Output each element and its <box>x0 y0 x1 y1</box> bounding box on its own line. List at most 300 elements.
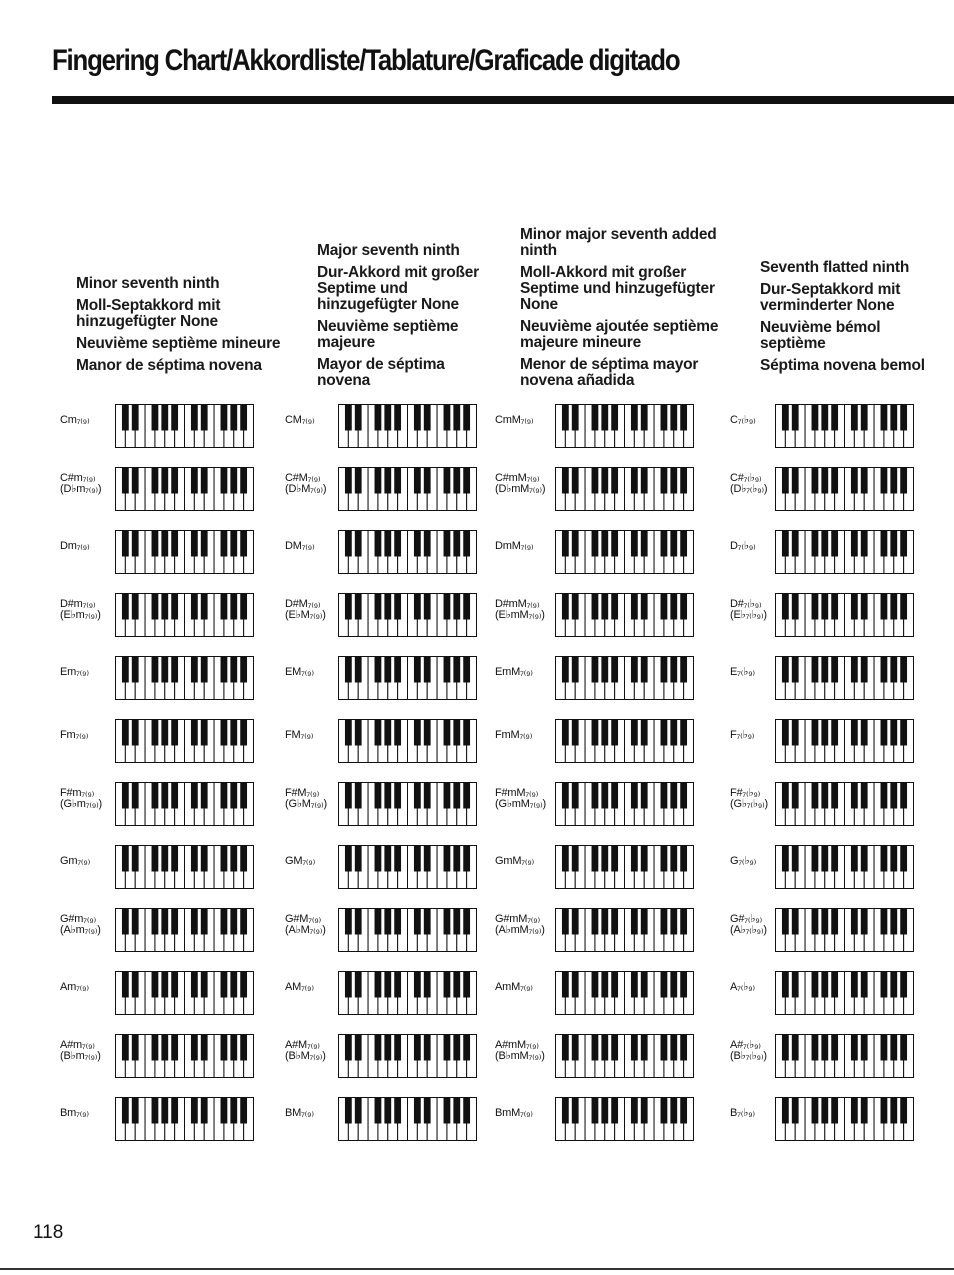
black-key <box>851 972 858 998</box>
black-key <box>424 657 431 683</box>
heading-spanish: Séptima novena bemol <box>760 357 925 374</box>
black-key <box>414 468 421 494</box>
keyboard-diagram <box>555 593 695 638</box>
chord-label <box>495 667 533 678</box>
column-heading-major-seventh-ninth <box>317 243 495 395</box>
black-key <box>861 405 868 431</box>
black-key <box>453 468 460 494</box>
chord-name: Gm₇₍₉₎ <box>60 855 91 867</box>
black-key <box>861 657 868 683</box>
black-key <box>191 468 198 494</box>
black-key <box>424 783 431 809</box>
chord-alt-name: (B♭mM₇₍₉₎) <box>495 1050 545 1062</box>
heading-german: Dur-Septakkord mit verminderter None <box>760 281 901 314</box>
black-key <box>812 405 819 431</box>
black-key <box>230 468 237 494</box>
chord-label <box>60 788 102 810</box>
black-key <box>152 405 159 431</box>
black-key <box>592 783 599 809</box>
black-key <box>453 531 460 557</box>
black-key <box>191 783 198 809</box>
black-key <box>122 531 129 557</box>
chord-alt-name: (B♭M₇₍₉₎) <box>285 1050 326 1062</box>
black-key <box>152 783 159 809</box>
black-key <box>152 972 159 998</box>
black-key <box>171 594 178 620</box>
black-key <box>572 909 579 935</box>
black-key <box>851 657 858 683</box>
black-key <box>394 909 401 935</box>
black-key <box>831 1035 838 1061</box>
black-key <box>463 846 470 872</box>
black-key <box>375 1098 382 1124</box>
black-key <box>355 1098 362 1124</box>
chord-label <box>495 599 545 621</box>
black-key <box>221 972 228 998</box>
black-key <box>152 720 159 746</box>
black-key <box>782 720 789 746</box>
black-key <box>821 1098 828 1124</box>
black-key <box>611 531 618 557</box>
black-key <box>191 909 198 935</box>
black-key <box>792 405 799 431</box>
black-key <box>240 909 247 935</box>
black-key <box>572 846 579 872</box>
column-heading-seventh-flatted-ninth <box>760 260 935 380</box>
black-key <box>444 1035 451 1061</box>
black-key <box>861 1035 868 1061</box>
black-key <box>641 405 648 431</box>
chord-label <box>60 473 101 495</box>
black-key <box>171 783 178 809</box>
black-key <box>661 1098 668 1124</box>
black-key <box>611 1098 618 1124</box>
chord-label <box>730 1040 767 1062</box>
black-key <box>601 594 608 620</box>
black-key <box>375 909 382 935</box>
keyboard-diagram <box>115 656 255 701</box>
chord-alt-name: (D♭m₇₍₉₎) <box>60 483 102 495</box>
black-key <box>670 657 677 683</box>
black-key <box>221 1035 228 1061</box>
chord-label <box>60 914 101 936</box>
keyboard-diagram <box>338 593 478 638</box>
black-key <box>861 972 868 998</box>
black-key <box>641 972 648 998</box>
black-key <box>201 1035 208 1061</box>
black-key <box>592 1035 599 1061</box>
black-key <box>562 531 569 557</box>
black-key <box>463 720 470 746</box>
black-key <box>122 594 129 620</box>
chord-alt-name: (B♭₇₍♭₉₎) <box>730 1050 767 1062</box>
chord-name: C#mM₇₍₉₎ <box>495 472 540 484</box>
chord-name: F#₇₍♭₉₎ <box>730 787 761 799</box>
black-key <box>631 783 638 809</box>
black-key <box>394 1098 401 1124</box>
chord-label <box>730 667 755 678</box>
chord-alt-name: (G♭m₇₍₉₎) <box>60 798 102 810</box>
black-key <box>191 594 198 620</box>
black-key <box>152 468 159 494</box>
keyboard-diagram <box>775 1097 915 1142</box>
chord-label <box>60 599 101 621</box>
black-key <box>240 531 247 557</box>
black-key <box>812 783 819 809</box>
black-key <box>792 783 799 809</box>
keyboard-diagram <box>555 908 695 953</box>
chord-label <box>285 914 326 936</box>
black-key <box>394 405 401 431</box>
black-key <box>132 720 139 746</box>
black-key <box>453 405 460 431</box>
chord-name: F#M₇₍₉₎ <box>285 787 320 799</box>
black-key <box>444 531 451 557</box>
black-key <box>414 405 421 431</box>
black-key <box>414 1035 421 1061</box>
black-key <box>221 531 228 557</box>
keyboard-diagram <box>338 467 478 512</box>
black-key <box>414 846 421 872</box>
bottom-rule <box>0 1268 954 1270</box>
black-key <box>572 1035 579 1061</box>
black-key <box>375 1035 382 1061</box>
black-key <box>601 720 608 746</box>
black-key <box>201 405 208 431</box>
black-key <box>680 531 687 557</box>
chord-name: AM₇₍₉₎ <box>285 981 314 993</box>
black-key <box>831 909 838 935</box>
chord-label <box>495 1040 545 1062</box>
chord-label <box>285 415 314 426</box>
black-key <box>201 720 208 746</box>
black-key <box>152 531 159 557</box>
black-key <box>641 531 648 557</box>
chord-name: C#m₇₍₉₎ <box>60 472 96 484</box>
black-key <box>601 1098 608 1124</box>
black-key <box>191 657 198 683</box>
black-key <box>782 468 789 494</box>
black-key <box>230 531 237 557</box>
black-key <box>384 909 391 935</box>
black-key <box>631 909 638 935</box>
black-key <box>661 657 668 683</box>
black-key <box>812 468 819 494</box>
keyboard-diagram <box>338 1034 478 1079</box>
black-key <box>812 594 819 620</box>
title-rule <box>52 96 954 104</box>
black-key <box>881 909 888 935</box>
black-key <box>463 1035 470 1061</box>
chord-label <box>495 914 545 936</box>
chord-name: FM₇₍₉₎ <box>285 729 314 741</box>
black-key <box>375 468 382 494</box>
black-key <box>152 594 159 620</box>
black-key <box>444 468 451 494</box>
black-key <box>161 405 168 431</box>
black-key <box>171 468 178 494</box>
chord-name: BM₇₍₉₎ <box>285 1107 314 1119</box>
black-key <box>355 594 362 620</box>
black-key <box>355 909 362 935</box>
black-key <box>881 783 888 809</box>
keyboard-diagram <box>555 719 695 764</box>
black-key <box>890 909 897 935</box>
black-key <box>230 783 237 809</box>
black-key <box>201 657 208 683</box>
black-key <box>463 1098 470 1124</box>
black-key <box>191 1035 198 1061</box>
chord-name: F#m₇₍₉₎ <box>60 787 95 799</box>
black-key <box>394 657 401 683</box>
black-key <box>171 1098 178 1124</box>
black-key <box>453 846 460 872</box>
black-key <box>463 783 470 809</box>
black-key <box>680 783 687 809</box>
black-key <box>453 972 460 998</box>
black-key <box>680 909 687 935</box>
black-key <box>821 783 828 809</box>
black-key <box>394 720 401 746</box>
chord-name: G₇₍♭₉₎ <box>730 855 757 867</box>
chord-name: Dm₇₍₉₎ <box>60 540 90 552</box>
black-key <box>384 783 391 809</box>
chord-alt-name: (D♭mM₇₍₉₎) <box>495 483 546 495</box>
black-key <box>221 657 228 683</box>
black-key <box>394 783 401 809</box>
black-key <box>670 405 677 431</box>
black-key <box>240 405 247 431</box>
black-key <box>444 846 451 872</box>
black-key <box>191 405 198 431</box>
black-key <box>240 846 247 872</box>
chord-name: CM₇₍₉₎ <box>285 414 315 426</box>
chord-label <box>495 982 533 993</box>
chord-name: C#M₇₍₉₎ <box>285 472 321 484</box>
black-key <box>345 657 352 683</box>
black-key <box>122 720 129 746</box>
black-key <box>890 972 897 998</box>
black-key <box>890 531 897 557</box>
black-key <box>601 783 608 809</box>
keyboard-diagram <box>775 404 915 449</box>
black-key <box>122 846 129 872</box>
black-key <box>201 909 208 935</box>
black-key <box>345 720 352 746</box>
black-key <box>240 720 247 746</box>
keyboard-diagram <box>555 656 695 701</box>
black-key <box>641 594 648 620</box>
black-key <box>375 657 382 683</box>
black-key <box>562 783 569 809</box>
keyboard-diagram <box>775 908 915 953</box>
chord-name: FmM₇₍₉₎ <box>495 729 533 741</box>
keyboard-diagram <box>115 530 255 575</box>
chord-alt-name: (G♭₇₍♭₉₎) <box>730 798 769 810</box>
black-key <box>572 531 579 557</box>
black-key <box>201 972 208 998</box>
black-key <box>641 657 648 683</box>
black-key <box>670 531 677 557</box>
black-key <box>670 783 677 809</box>
black-key <box>171 1035 178 1061</box>
black-key <box>122 405 129 431</box>
black-key <box>792 594 799 620</box>
black-key <box>161 909 168 935</box>
black-key <box>812 1098 819 1124</box>
keyboard-diagram <box>115 593 255 638</box>
black-key <box>221 846 228 872</box>
chord-name: A#mM₇₍₉₎ <box>495 1039 539 1051</box>
black-key <box>230 657 237 683</box>
black-key <box>812 657 819 683</box>
black-key <box>851 531 858 557</box>
keyboard-diagram <box>555 971 695 1016</box>
black-key <box>355 783 362 809</box>
keyboard-diagram <box>555 467 695 512</box>
black-key <box>572 468 579 494</box>
black-key <box>414 657 421 683</box>
chord-label <box>285 982 314 993</box>
black-key <box>861 783 868 809</box>
chord-label <box>495 730 532 741</box>
black-key <box>661 909 668 935</box>
black-key <box>831 972 838 998</box>
black-key <box>661 468 668 494</box>
black-key <box>453 657 460 683</box>
black-key <box>444 657 451 683</box>
keyboard-diagram <box>115 908 255 953</box>
black-key <box>463 468 470 494</box>
black-key <box>680 405 687 431</box>
chord-name: GmM₇₍₉₎ <box>495 855 535 867</box>
black-key <box>132 1098 139 1124</box>
keyboard-diagram <box>338 908 478 953</box>
black-key <box>890 594 897 620</box>
black-key <box>890 783 897 809</box>
chord-label <box>730 914 767 936</box>
chord-name: F₇₍♭₉₎ <box>730 729 755 741</box>
black-key <box>812 846 819 872</box>
heading-german: Moll-Akkord mit großer Septime und hinzugefügter None <box>520 264 715 313</box>
chord-name: BmM₇₍₉₎ <box>495 1107 533 1119</box>
black-key <box>592 468 599 494</box>
black-key <box>881 405 888 431</box>
black-key <box>240 783 247 809</box>
chord-name: EmM₇₍₉₎ <box>495 666 533 678</box>
black-key <box>355 657 362 683</box>
black-key <box>792 846 799 872</box>
black-key <box>132 909 139 935</box>
black-key <box>132 594 139 620</box>
black-key <box>444 720 451 746</box>
black-key <box>572 657 579 683</box>
keyboard-diagram <box>775 656 915 701</box>
black-key <box>881 1035 888 1061</box>
black-key <box>861 1098 868 1124</box>
chord-alt-name: (D♭₇₍♭₉₎) <box>730 483 768 495</box>
black-key <box>611 1035 618 1061</box>
black-key <box>463 972 470 998</box>
black-key <box>831 846 838 872</box>
black-key <box>812 909 819 935</box>
black-key <box>680 846 687 872</box>
black-key <box>900 783 907 809</box>
black-key <box>851 468 858 494</box>
chord-label <box>60 1040 101 1062</box>
black-key <box>900 657 907 683</box>
black-key <box>355 531 362 557</box>
black-key <box>831 531 838 557</box>
black-key <box>592 720 599 746</box>
black-key <box>191 1098 198 1124</box>
chord-label <box>495 1108 533 1119</box>
black-key <box>152 1035 159 1061</box>
black-key <box>890 1035 897 1061</box>
black-key <box>861 909 868 935</box>
black-key <box>122 468 129 494</box>
keyboard-diagram <box>115 845 255 890</box>
black-key <box>631 720 638 746</box>
chord-name: B₇₍♭₉₎ <box>730 1107 755 1119</box>
chord-label <box>730 788 768 810</box>
black-key <box>453 594 460 620</box>
black-key <box>782 1035 789 1061</box>
chord-label <box>60 667 89 678</box>
black-key <box>821 909 828 935</box>
heading-english: Minor major seventh added ninth <box>520 226 717 259</box>
black-key <box>812 972 819 998</box>
black-key <box>384 594 391 620</box>
black-key <box>641 468 648 494</box>
chord-label <box>495 415 533 426</box>
black-key <box>631 846 638 872</box>
chord-name: C#₇₍♭₉₎ <box>730 472 762 484</box>
black-key <box>132 783 139 809</box>
chord-name: A#M₇₍₉₎ <box>285 1039 320 1051</box>
black-key <box>375 405 382 431</box>
black-key <box>592 594 599 620</box>
black-key <box>191 720 198 746</box>
black-key <box>900 594 907 620</box>
black-key <box>562 594 569 620</box>
black-key <box>345 1098 352 1124</box>
black-key <box>670 972 677 998</box>
black-key <box>821 531 828 557</box>
black-key <box>562 846 569 872</box>
black-key <box>821 657 828 683</box>
chord-name: A#m₇₍₉₎ <box>60 1039 95 1051</box>
chord-alt-name: (G♭mM₇₍₉₎) <box>495 798 546 810</box>
black-key <box>881 846 888 872</box>
chord-name: D#mM₇₍₉₎ <box>495 598 540 610</box>
black-key <box>881 594 888 620</box>
black-key <box>132 531 139 557</box>
keyboard-diagram <box>115 1097 255 1142</box>
black-key <box>661 594 668 620</box>
black-key <box>345 405 352 431</box>
keyboard-diagram <box>115 971 255 1016</box>
black-key <box>861 531 868 557</box>
black-key <box>890 720 897 746</box>
black-key <box>171 846 178 872</box>
black-key <box>375 846 382 872</box>
black-key <box>851 909 858 935</box>
black-key <box>670 909 677 935</box>
black-key <box>355 846 362 872</box>
black-key <box>611 846 618 872</box>
black-key <box>221 720 228 746</box>
